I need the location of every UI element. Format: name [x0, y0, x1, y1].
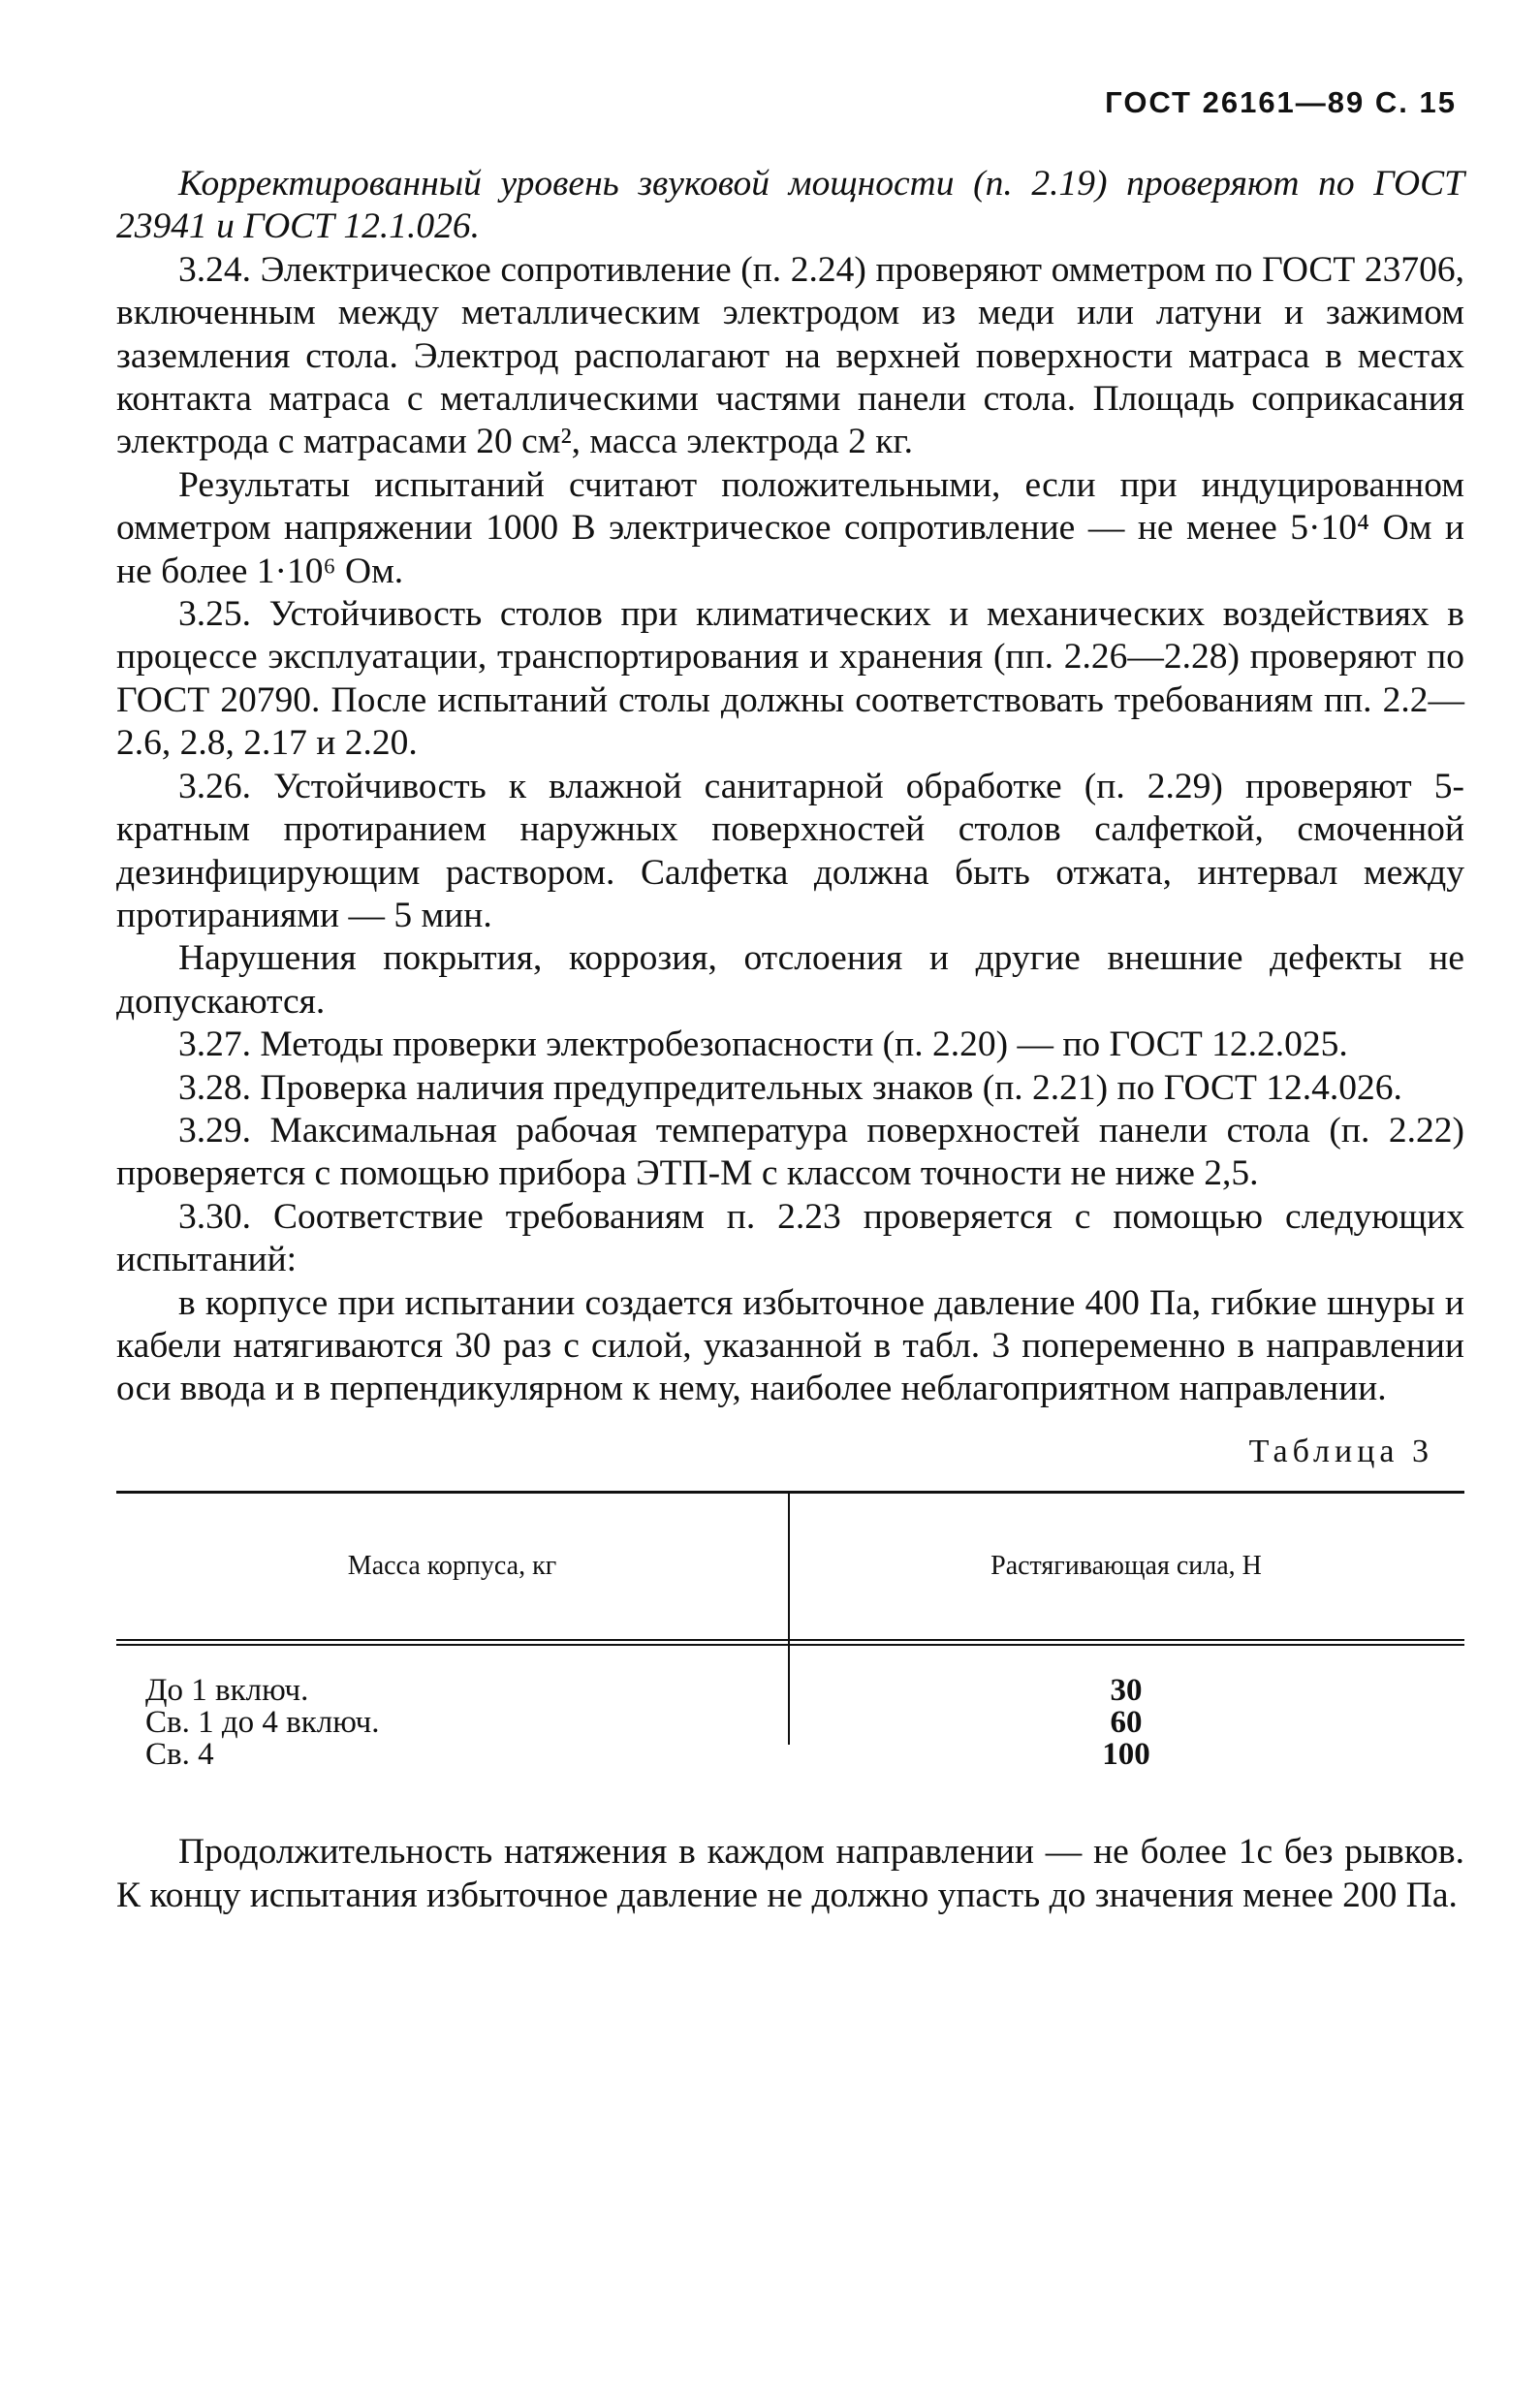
- paragraph-3-25: 3.25. Устойчивость столов при климатических и механических воздействиях в процессе эксплуатации, транспортирования и хранения (пп. 2.26—2.28) проверяют по ГОСТ 20790. После испытаний столы должны соответствовать требованиям пп. 2.2—2.6, 2.8, 2.17 и 2.20.: [116, 594, 1464, 764]
- paragraph-3-26: 3.26. Устойчивость к влажной санитарной обработке (п. 2.29) проверяют 5-кратным протиранием наружных поверхностей столов салфеткой, смоченной дезинфицирующим раствором. Салфетка должна быть отжата, интервал между протираниями — 5 мин.: [116, 766, 1464, 935]
- table-row: [116, 1675, 1464, 1707]
- table-caption: Таблица 3: [1248, 1433, 1433, 1469]
- table-body: [116, 1646, 1464, 1779]
- table-3: [116, 1491, 1464, 1779]
- closing-paragraph: Продолжительность натяжения в каждом направлении — не более 1с без рывков. К концу испытания избыточное давление не должно упасть до значения менее 200 Па.: [116, 1832, 1464, 1915]
- table-column-divider: [788, 1491, 790, 1745]
- paragraph-3-27: 3.27. Методы проверки электробезопасности (п. 2.20) — по ГОСТ 12.2.025.: [178, 1025, 1348, 1065]
- cell-force: 60: [1110, 1705, 1143, 1741]
- paragraph-3-24-results: Результаты испытаний считают положительными, если при индуцированном омметром напряжении 1000 В электрическое сопротивление — не менее 5·10⁴ Ом и не более 1·10⁶ Ом.: [116, 464, 1464, 591]
- paragraph-3-28: 3.28. Проверка наличия предупредительных знаков (п. 2.21) по ГОСТ 12.4.026.: [178, 1067, 1402, 1108]
- cell-mass: Св. 4: [145, 1737, 214, 1773]
- paragraph-3-26-defects: Нарушения покрытия, коррозия, отслоения и другие внешние дефекты не допускаются.: [116, 938, 1464, 1022]
- paragraph-3-24: 3.24. Электрическое сопротивление (п. 2.24) проверяют омметром по ГОСТ 23706, включенным между металлическим электродом из меди или латуни и зажимом заземления стола. Электрод располагают на верхней поверхности матраса в местах контакта матраса с металлическими частями панели стола. Площадь соприкасания электрода с матрасами 20 см², масса электрода 2 кг.: [116, 249, 1464, 462]
- cell-force: 30: [1110, 1673, 1143, 1709]
- cell-mass: Св. 1 до 4 включ.: [145, 1705, 380, 1741]
- paragraph-3-30-test: в корпусе при испытании создается избыточное давление 400 Па, гибкие шнуры и кабели натягиваются 30 раз с силой, указанной в табл. 3 попеременно в направлении оси ввода и в перпендикулярном к нему, наиболее неблагоприятном направлении.: [116, 1282, 1464, 1409]
- table-header-rule: [116, 1639, 1464, 1646]
- body-text: [116, 163, 1464, 1917]
- table-header: [116, 1494, 1464, 1639]
- table-row: [116, 1707, 1464, 1739]
- cell-force: 100: [1102, 1737, 1150, 1773]
- header-mass: Масса корпуса, кг: [347, 1550, 557, 1581]
- paragraph-3-30: 3.30. Соответствие требованиям п. 2.23 проверяется с помощью следующих испытаний:: [116, 1196, 1464, 1280]
- paragraph-3-23: Корректированный уровень звуковой мощности (п. 2.19) проверяют по ГОСТ 23941 и ГОСТ 12.1.026.: [116, 164, 1464, 247]
- table-row: [116, 1739, 1464, 1771]
- page-header: ГОСТ 26161—89 С. 15: [1105, 85, 1457, 119]
- header-force: Растягивающая сила, Н: [990, 1550, 1262, 1581]
- cell-mass: До 1 включ.: [145, 1673, 309, 1709]
- paragraph-3-29: 3.29. Максимальная рабочая температура поверхностей панели стола (п. 2.22) проверяется с помощью прибора ЭТП-М с классом точности не ниже 2,5.: [116, 1110, 1464, 1194]
